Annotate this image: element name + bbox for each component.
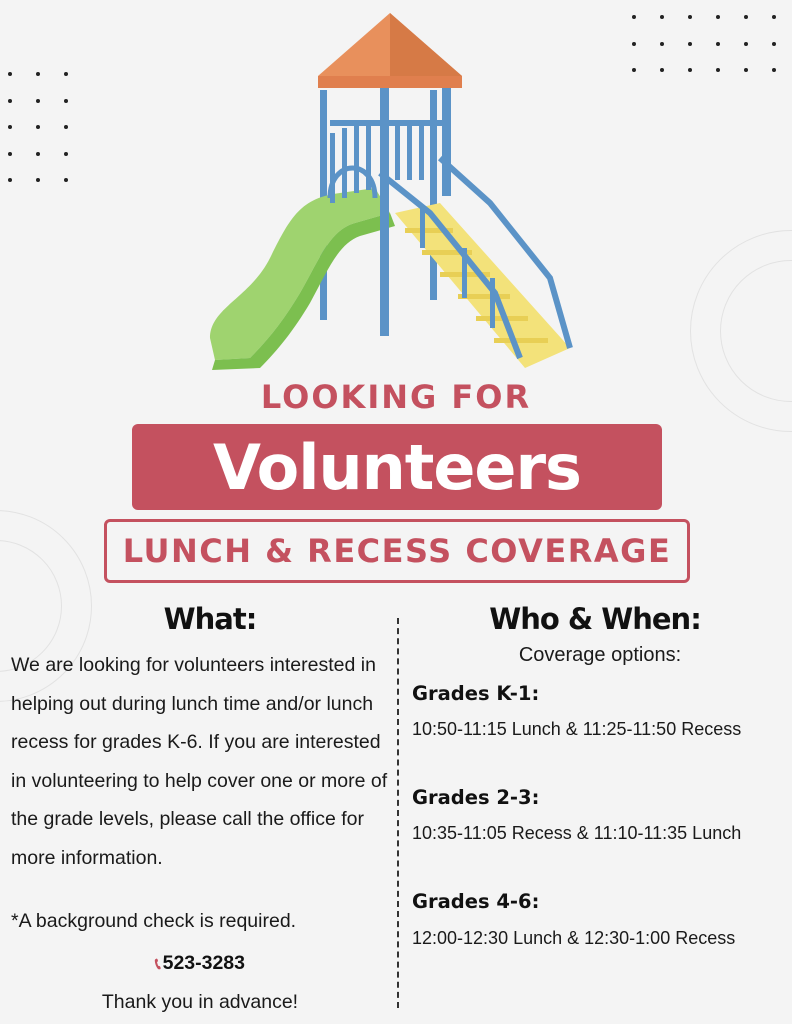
decorative-dot [36,178,40,182]
decorative-dot [688,42,692,46]
decorative-dot [660,42,664,46]
decorative-dot [632,42,636,46]
decorative-dot [772,15,776,19]
decorative-dot [688,15,692,19]
decorative-dot [716,42,720,46]
decorative-dot [716,15,720,19]
decorative-dot [64,178,68,182]
what-body: We are looking for volunteers interested in helping out during lunch time and/or lunch recess for grades K-6. If you are interested in volunteering to help cover one or more of the grade levels, please call the office for more information. [11,654,388,869]
playground-slide-illustration [190,8,610,378]
grade-group-schedule: 10:35-11:05 Recess & 11:10-11:35 Lunch [412,823,742,843]
decorative-dot [64,125,68,129]
decorative-dot [744,42,748,46]
decorative-dot [772,42,776,46]
what-heading: What: [163,602,257,636]
title-banner [132,424,662,510]
phone-line [0,952,400,975]
thanks-text: Thank you in advance! [101,991,299,1013]
decorative-dot [688,68,692,72]
title-text: Volunteers [213,430,581,504]
decorative-dot [8,99,12,103]
subtitle-banner [104,519,690,583]
decorative-dot [632,68,636,72]
grade-group-schedule: 10:50-11:15 Lunch & 11:25-11:50 Recess [412,719,742,739]
decorative-dot [8,152,12,156]
coverage-label: Coverage options: [518,644,682,666]
subtitle-text: LUNCH & RECESS COVERAGE [122,532,672,570]
decorative-dot [64,72,68,76]
grade-group-heading: Grades 4-6: [412,890,540,913]
decorative-dot [36,125,40,129]
decorative-dot [660,15,664,19]
decorative-dot [36,72,40,76]
decorative-dot [64,152,68,156]
who-when-heading: Who & When: [489,602,701,636]
decorative-dot [36,99,40,103]
decorative-dot [772,68,776,72]
decorative-dot [8,125,12,129]
phone-number: 523-3283 [162,952,246,974]
decorative-dot [660,68,664,72]
decorative-dot [744,15,748,19]
decorative-dot [36,152,40,156]
decorative-dot [716,68,720,72]
grade-group-heading: Grades 2-3: [412,786,540,809]
decorative-dot [64,99,68,103]
phone-icon: 📞︎ [154,956,161,973]
grade-group-heading: Grades K-1: [412,682,540,705]
decorative-dot [632,15,636,19]
background-check-note: *A background check is required. [11,910,297,932]
decorative-dot [8,72,12,76]
kicker-heading: LOOKING FOR [260,378,532,416]
grade-group-schedule: 12:00-12:30 Lunch & 12:30-1:00 Recess [412,928,736,948]
decorative-dot [744,68,748,72]
decorative-dot [8,178,12,182]
column-divider [397,618,399,1008]
